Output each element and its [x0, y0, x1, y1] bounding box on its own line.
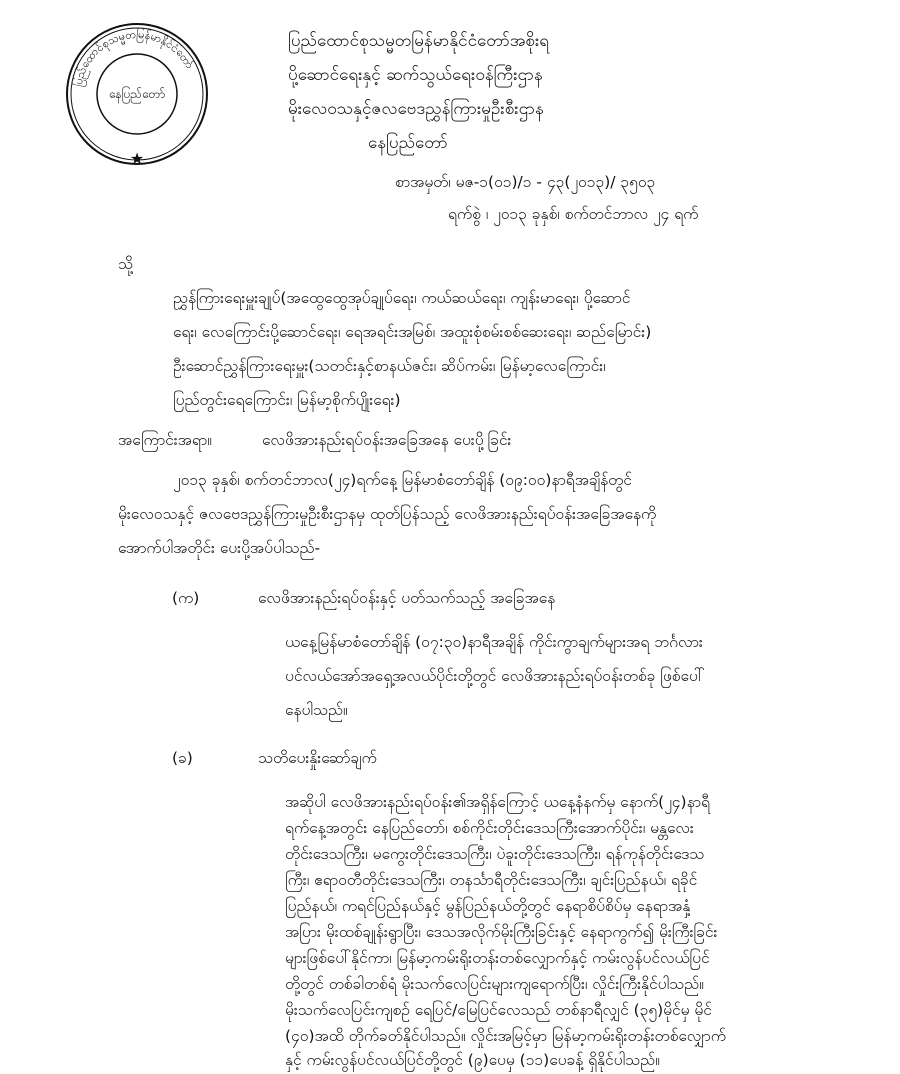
section-b-line: ရက်နေ့အတွင်း နေပြည်တော်၊ စစ်ကိုင်းတိုင်းဒေသကြီးအောက်ပိုင်း၊ မန္တလေး [285, 819, 694, 837]
section-b-line: ပြည်နယ်၊ ကရင်ပြည်နယ်နှင့် မွန်ပြည်နယ်တို့တွင် နေရာစိပ်စိပ်မှ နေရာအနှံ့ [285, 897, 691, 915]
section-b-number: (ခ) [172, 749, 193, 767]
section-b-line: တိုင်းဒေသကြီး၊ မကွေးတိုင်းဒေသကြီး၊ ပဲခူးတိုင်းဒေသကြီး၊ ရန်ကုန်တိုင်းဒေသ [285, 845, 705, 863]
addressee-line: ဦးဆောင်ညွှန်ကြားရေးမှူး(သတင်းနှင့်စာနယ်ဇင်း၊ ဆိပ်ကမ်း၊ မြန်မာ့လေကြောင်း၊ [173, 357, 606, 375]
addressee-line: ရေး၊ လေကြောင်းပို့ဆောင်ရေး၊ ရေအရင်းအမြစ်၊ အထူးစုံစမ်းစစ်ဆေးရေး၊ ဆည်မြောင်း) [173, 323, 652, 341]
section-b-line: မိုးသက်လေပြင်းကျစဉ် ရေပြင်/မြေပြင်လေသည် တစ်နာရီလျှင် (၃၅)မိုင်မှ မိုင် [285, 1001, 712, 1019]
department-seal [63, 20, 211, 168]
seal-outer-text: ပြည်ထောင်စုသမ္မတမြန်မာနိုင်ငံတော် [71, 27, 197, 88]
star-icon: ★ [129, 149, 145, 168]
section-a-line: ပင်လယ်အော်အရှေ့အလယ်ပိုင်းတို့တွင် လေဖိအားနည်းရပ်ဝန်းတစ်ခု ဖြစ်ပေါ် [285, 667, 705, 685]
seal-graphic [63, 20, 211, 168]
intro-line: ၂၀၁၃ ခုနှစ်၊ စက်တင်ဘာလ(၂၄)ရက်နေ့ မြန်မာစံတော်ချိန် (၀၉:၀၀)နာရီအချိန်တွင် [173, 471, 632, 489]
to-label: သို့ [118, 255, 133, 273]
section-a-number: (က) [172, 589, 200, 607]
section-a-line: ယနေ့မြန်မာစံတော်ချိန် (၀၇:၃၀)နာရီအချိန် ကိုင်းကွာချက်များအရ ဘင်္ဂလား [285, 633, 703, 651]
section-b-line: ကြီး၊ ဧရာဝတီတိုင်းဒေသကြီး၊ တနင်္သာရီတိုင်းဒေသကြီး၊ ချင်းပြည်နယ်၊ ရခိုင် [285, 871, 698, 889]
seal-inner-text: နေပြည်တော် [108, 87, 166, 101]
section-b-line: အဆိုပါ လေဖိအားနည်းရပ်ဝန်း၏အရှိန်ကြောင့် ယနေ့နံနက်မှ နောက်(၂၄)နာရီ [285, 793, 710, 811]
letter-date: ရက်စွဲ ၊ ၂၀၁၃ ခုနှစ်၊ စက်တင်ဘာလ ၂၄ ရက် [448, 205, 699, 223]
subject-label: အကြောင်းအရာ။ [118, 431, 212, 449]
section-b-line: အပြား မိုးထစ်ချုန်းရွာပြီး၊ ဒေသအလိုက်မိုးကြီးခြင်းနှင့် နေရာကွက်၍ မိုးကြီးခြင်း [285, 923, 718, 941]
addressee-line: ပြည်တွင်းရေကြောင်း၊ မြန်မာ့စိုက်ပျိုးရေး) [173, 391, 401, 409]
intro-line: အောက်ပါအတိုင်း ပေးပို့အပ်ပါသည်- [118, 539, 321, 557]
section-a-line: နေပါသည်။ [285, 701, 348, 719]
header-department: မိုးလေဝသနှင့်ဇလဗေဒညွှန်ကြားမှုဦးစီးဌာန [288, 99, 544, 119]
header-ministry: ပို့ဆောင်ရေးနှင့် ဆက်သွယ်ရေးဝန်ကြီးဌာန [288, 65, 543, 85]
section-b-line: (၄၀)အထိ တိုက်ခတ်နိုင်ပါသည်။ လှိုင်းအမြင့်မှာ မြန်မာ့ကမ်းရိုးတန်းတစ်လျှောက် [285, 1027, 726, 1045]
section-b-title: သတိပေးနှိုးဆော်ချက် [258, 749, 377, 767]
header-city: နေပြည်တော် [368, 133, 448, 153]
subject-text: လေဖိအားနည်းရပ်ဝန်းအခြေအနေ ပေးပို့ခြင်း [262, 431, 512, 449]
section-b-line: နှင့် ကမ်းလွန်ပင်လယ်ပြင်တို့တွင် (၉)ပေမှ (၁၁)ပေခန့် ရှိနိုင်ပါသည်။ [285, 1051, 660, 1069]
section-a-title: လေဖိအားနည်းရပ်ဝန်းနှင့် ပတ်သက်သည့် အခြေအနေ [258, 589, 556, 607]
section-b-line: တို့တွင် တစ်ခါတစ်ရံ မိုးသက်လေပြင်းများကျရောက်ပြီး၊ လှိုင်းကြီးနိုင်ပါသည်။ [285, 975, 704, 993]
intro-line: မိုးလေဝသနှင့် ဇလဗေဒညွှန်ကြားမှုဦးစီးဌာနမှ ထုတ်ပြန်သည့် လေဖိအားနည်းရပ်ဝန်းအခြေအနေကို [118, 505, 657, 523]
letter-number: စာအမှတ်၊ မဇ-၁(၀၁)/၁ - ၄၃(၂၀၁၃)/ ၃၅၀၃ [395, 173, 656, 191]
header-government: ပြည်ထောင်စုသမ္မတမြန်မာနိုင်ငံတော်အစိုးရ [288, 31, 550, 51]
addressee-line: ညွှန်ကြားရေးမှူးချုပ်(အထွေထွေအုပ်ချုပ်ရေး၊ ကယ်ဆယ်ရေး၊ ကျန်းမာရေး၊ ပို့ဆောင် [173, 289, 631, 307]
section-b-line: များဖြစ်ပေါ်နိုင်ကာ၊ မြန်မာ့ကမ်းရိုးတန်းတစ်လျှောက်နှင့် ကမ်းလွန်ပင်လယ်ပြင် [285, 949, 710, 967]
